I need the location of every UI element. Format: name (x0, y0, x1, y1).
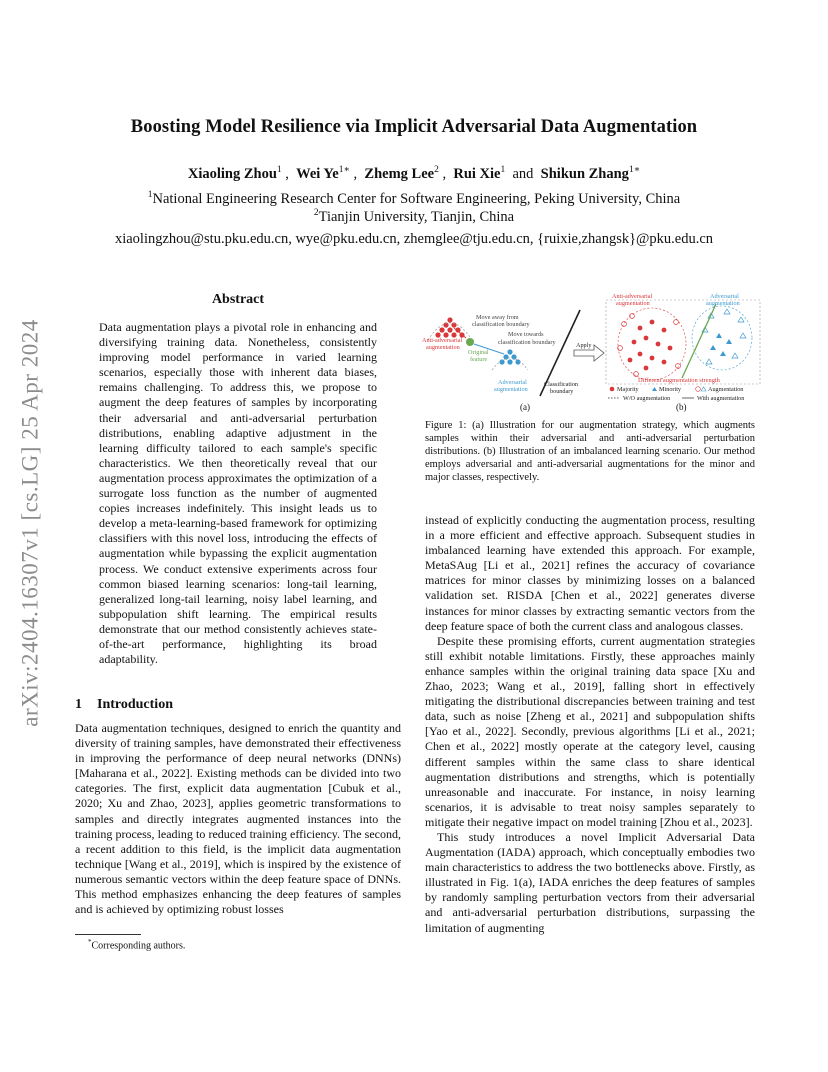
author-name: Shikun Zhang (540, 165, 629, 182)
paper-title: Boosting Model Resilience via Implicit Adversarial Data Augmentation (130, 117, 698, 137)
svg-text:Apply: Apply (576, 342, 592, 349)
svg-text:Move away from: Move away from (476, 314, 519, 321)
intro-paragraphs-right (425, 513, 755, 936)
author-list: Xiaoling Zhou$^1$ , Wei $Ye^{1∗}$ , Zhemg Lee$^2$ , Rui Xie$^1$ and Shikun Zhang$^{1∗}$ (187, 165, 641, 182)
intro-paragraph-left: Data augmentation techniques, designed to enrich the quantity and diversity of training samples, have demonstrated their effectiveness in improving the performance of deep neural networks (DNNs) [Maharana et al., 2022]. Existing methods can be divided into two categories. The first, explicit data augmentation [Cubuk et al., 2020; Xu and Zhao, 2023], applies geometric transformations to samples and directly integrates augmented instances into the training process, leading to reduced training efficiency. The second, a recent addition to this field, is the implicit data augmentation technique [Wang et al., 2019], which is inspired by the existence of numerous semantic vectors within the deep feature space of DNNs. This method emphasizes enhancing the deep features of samples and is achieved by optimizing robust losses (75, 721, 401, 917)
footnote-rule (75, 934, 141, 935)
svg-text:augmentation: augmentation (706, 300, 740, 307)
figure-panel-b (606, 293, 760, 412)
author-name: Rui Xie (453, 165, 501, 182)
abstract-heading: Abstract (211, 292, 265, 307)
svg-text:(a): (a) (520, 402, 530, 412)
affiliation-2: $^2$Tianjin University, Tianjin, China (313, 208, 515, 225)
figure-1 (420, 288, 762, 416)
svg-text:Anti-adversarial: Anti-adversarial (422, 337, 463, 344)
svg-text:Augmentation: Augmentation (708, 386, 744, 393)
svg-text:With augmentation: With augmentation (697, 395, 745, 402)
section-heading-introduction: 1 Introduction (75, 697, 173, 712)
footnote: *Corresponding authors. (88, 938, 186, 952)
paragraph: instead of explicitly conducting the augmentation process, resulting in a more efficient and effective approach. Subsequent studies in imbalanced learning have extended this approach. For example, MetaSAug [Li et al., 2021] refines the accuracy of covariance matrices for minor classes by minimizing losses on a balanced validation set. RISDA [Chen et al., 2022] generates diverse instances for minor classes by extracting semantic vectors from the deep feature space of both the current class and analogous classes. (425, 513, 755, 633)
anti-adversarial-cluster (435, 317, 464, 337)
author-emails: xiaolingzhou@stu.pku.edu.cn, wye@pku.edu.cn, zhemglee@tju.edu.cn, {ruixie,zhangsk}@pku.edu.cn (114, 231, 714, 247)
svg-text:boundary: boundary (550, 388, 574, 395)
svg-text:Adversarial: Adversarial (498, 379, 527, 386)
svg-text:Majority: Majority (617, 386, 639, 393)
svg-text:W/O augmentation: W/O augmentation (623, 395, 671, 402)
arxiv-identifier-stamp: arXiv:2404.16307v1 [cs.LG] 25 Apr 2024 (18, 319, 43, 727)
svg-text:augmentation: augmentation (494, 386, 528, 393)
affiliation-1: $^1$National Engineering Research Center for Software Engineering, Peking University, China (147, 190, 681, 207)
svg-text:(b): (b) (676, 402, 687, 412)
paragraph: Despite these promising efforts, current augmentation strategies still exhibit notable limitations. Firstly, these approaches mainly enhance samples within the original training data space [Xu and Zhao, 2023; Wang et al., 2019], falling short in effectively mitigating the distributional discrepancies between training and test data, such as noise [Zheng et al., 2021] and subpopulation shifts [Yao et al., 2022]. Secondly, previous algorithms [Li et al., 2021; Chen et al., 2022] mostly operate at the category level, causing different samples within the same class to share identical augmentation distributions and strengths, which is potentially unreasonable and inaccurate. For instance, in noisy learning scenarios, it is advisable to treat noisy samples separately to mitigate their negative impact on model training [Zhou et al., 2023]. (425, 633, 755, 829)
figure-panel-a (422, 310, 604, 412)
svg-text:augmentation: augmentation (616, 300, 650, 307)
original-feature-point (466, 338, 474, 346)
figure-1-caption: Figure 1: (a) Illustration for our augmentation strategy, which augments samples within their adversarial and anti-adversarial perturbation distributions. (b) Illustration of an imbalanced learning scenario. Our method employs adversarial and anti-adversarial augmentations for the minor and major classes, respectively. (425, 420, 755, 484)
svg-text:feature: feature (470, 356, 488, 363)
svg-text:Adversarial: Adversarial (710, 293, 739, 300)
svg-text:classification boundary: classification boundary (498, 339, 556, 346)
svg-text:Minority: Minority (659, 386, 682, 393)
svg-text:Anti-adversarial: Anti-adversarial (612, 293, 653, 300)
svg-text:Move towards: Move towards (508, 331, 544, 338)
svg-text:Classification: Classification (544, 381, 579, 388)
svg-text:classification boundary: classification boundary (472, 321, 530, 328)
adversarial-cluster (499, 349, 520, 364)
svg-text:Different augmentation strengt: Different augmentation strength (638, 377, 720, 384)
author-name: Wei Ye (296, 165, 339, 182)
author-name: Zhemg Lee (364, 165, 435, 182)
paragraph: This study introduces a novel Implicit Adversarial Data Augmentation (IADA) approach, which conceptually embodies two main characteristics to address the two bottlenecks above. Firstly, as illustrated in Fig. 1(a), IADA enriches the deep features of samples by randomly sampling perturbation vectors from their adversarial and anti-adversarial perturbation distributions, surpassing the limitation of augmenting (425, 829, 755, 935)
abstract-body: Data augmentation plays a pivotal role in enhancing and diversifying training data. Nonetheless, consistently improving model performance in varied learning scenarios, especially those with inherent data biases, remains challenging. To address this, we propose to augment the deep features of samples by incorporating their adversarial and anti-adversarial perturbation distributions, enabling adaptive adjustment in the learning difficulty tailored to each sample's specific characteristics. We then theoretically reveal that our augmentation process approximates the optimization of a surrogate loss function as the number of augmented copies increases indefinitely. This insight leads us to develop a meta-learning-based framework for optimizing classifiers with this novel loss, introducing the effects of augmentation while bypassing the explicit augmentation process. We conduct extensive experiments across four common biased learning scenarios: long-tail learning, generalized long-tail learning, noisy label learning, and subpopulation shift learning. The empirical results demonstrate that our method consistently achieves state-of-the-art performance, highlighting its broad adaptability. (99, 320, 377, 667)
author-name: Xiaoling Zhou (187, 165, 277, 182)
svg-text:Original: Original (468, 349, 489, 356)
svg-text:augmentation: augmentation (426, 344, 460, 351)
